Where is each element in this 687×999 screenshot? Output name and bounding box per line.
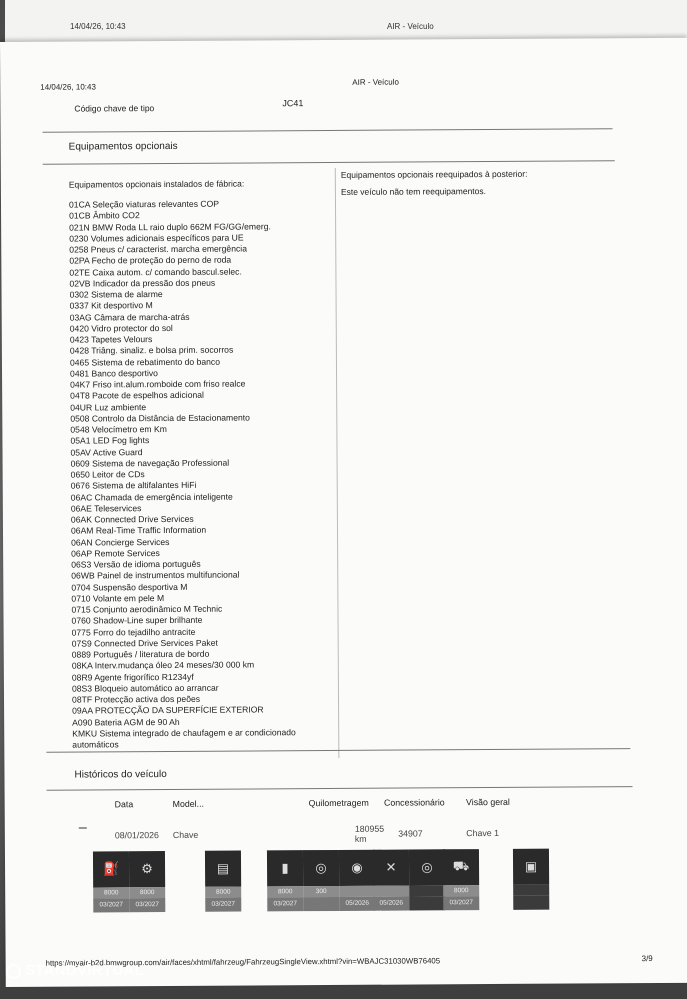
oil-can-icon: ⛽ (93, 851, 129, 887)
row-date: 08/01/2026 (114, 830, 159, 841)
car-lift-icon: ⛟ (443, 849, 479, 885)
divider (43, 160, 615, 164)
equipment-item: 02VB Indicador da pressão dos pneus (69, 277, 216, 289)
equipment-item: 08R9 Agente frigorífico R1234yf (71, 671, 194, 683)
row-dealer: 34907 (398, 828, 423, 839)
service-tile-date: 05/2026 (339, 897, 375, 911)
back-page-datetime: 14/04/26, 10:43 (70, 22, 126, 31)
service-tile-km: 8000 (129, 887, 165, 898)
equipment-item: 06AN Concierge Services (71, 536, 170, 548)
service-tile[interactable] (443, 849, 479, 910)
equipment-item: 06AE Teleservices (70, 502, 142, 514)
equipment-item: 0420 Vidro protector do sol (69, 322, 173, 334)
service-tile[interactable] (129, 851, 165, 912)
service-tile[interactable] (513, 849, 549, 910)
equipment-item: 0548 Velocímetro em Km (70, 423, 167, 435)
equipment-item: 03AG Câmara de marcha-atrás (69, 311, 190, 323)
row-model: Chave (172, 829, 199, 840)
battery-icon: ▮ (267, 850, 303, 886)
equipment-item: 021N BMW Roda LL raio duplo 662M FG/GG/emerg. (69, 220, 271, 233)
equipment-item: 0775 Forro do tejadilho antracite (71, 626, 196, 638)
equipment-item: 0481 Banco desportivo (69, 367, 158, 379)
divider (43, 128, 613, 132)
service-tile-km (339, 886, 375, 897)
service-tile-date: 03/2027 (267, 897, 303, 911)
equipment-item: 07S9 Connected Drive Services Paket (71, 637, 218, 649)
equipment-item: 04UR Luz ambiente (70, 401, 147, 413)
document-page (0, 38, 687, 987)
inspection-icon: ▤ (205, 851, 241, 887)
service-tile-date: 05/2026 (373, 897, 409, 911)
expand-row-toggle[interactable] (79, 827, 87, 828)
watermark-logo-icon (6, 964, 21, 979)
service-tile-date: 03/2027 (205, 898, 241, 912)
equipment-item: 0423 Tapetes Velours (69, 334, 153, 345)
equipment-item: 0609 Sistema de navegação Professional (70, 457, 230, 469)
service-tile[interactable] (339, 850, 375, 911)
service-tile-date: 03/2027 (443, 896, 479, 910)
brake-front-icon: ◎ (303, 850, 339, 886)
service-tile[interactable] (373, 850, 409, 911)
equipment-item: 0302 Sistema de alarme (69, 289, 163, 300)
equipment-item: 08TF Protecção activa dos peões (71, 693, 201, 705)
service-tile[interactable] (205, 851, 241, 912)
brake-rear-icon: ◎ (409, 849, 445, 885)
service-tile-km (373, 886, 409, 897)
service-tile-date (303, 897, 339, 911)
service-tile-date: 03/2027 (93, 898, 129, 912)
service-tile[interactable] (303, 850, 339, 911)
column-divider (335, 168, 340, 758)
equipment-item: 0710 Volante em pele M (71, 592, 165, 604)
tools-icon: ✕ (373, 850, 409, 886)
watermark-text: STANDVIRTUAL (25, 962, 145, 979)
service-tile-km (513, 885, 549, 896)
car-service-icon: ⚙ (129, 851, 165, 887)
service-tile-km: 8000 (93, 887, 129, 898)
service-tile-date: 03/2027 (129, 898, 165, 912)
equipment-item: 06S3 Versão de idioma português (71, 558, 201, 570)
equipment-item: 02PA Fecho de proteção do perno de roda (69, 254, 232, 266)
equipment-item: 0760 Shadow-Line super brilhante (71, 615, 203, 626)
print-title: AIR - Veículo (352, 77, 399, 87)
column-mileage[interactable]: Quilometragem (308, 797, 369, 809)
service-tile[interactable] (409, 849, 445, 910)
back-page-title: AIR - Veículo (387, 22, 434, 31)
print-datetime: 14/04/26, 10:43 (40, 82, 96, 92)
history-table (73, 797, 510, 846)
equipment-item: 0889 Português / literatura de bordo (71, 648, 210, 660)
equipment-item: 0230 Volumes adicionais específicos para UE (69, 232, 244, 244)
service-tile-km: 8000 (443, 885, 479, 896)
factory-equipment-list (69, 198, 334, 751)
factory-equipment-heading: Equipamentos opcionais instalados de fábrica: (68, 178, 245, 190)
equipment-item: 0428 Triâng. sinaliz. e bolsa prim. socorros (69, 344, 234, 356)
history-table-header (73, 797, 510, 826)
type-key-label: Código chave de tipo (74, 103, 155, 114)
service-tile-km: 8000 (205, 887, 241, 898)
service-tile-km (409, 885, 445, 896)
equipment-item: 08S3 Bloqueio automático ao arrancar (71, 682, 219, 694)
page-url: https://myair-b2d.bmwgroup.com/air/faces/xhtml/fahrzeug/FahrzeugSingleView.xhtml?vin=WBAJC31030WB76405 (45, 956, 441, 968)
equipment-item: 05A1 LED Fog lights (70, 435, 150, 446)
brake-fluid-icon: ◉ (339, 850, 375, 886)
divider (47, 786, 633, 791)
equipment-item: KMKU Sistema integrado de chaufagem e ar condicionado automáticos (72, 726, 296, 750)
equipment-item: 0704 Suspensão desportiva M (71, 581, 188, 593)
equipment-item: 09AA PROTECÇÃO DA SUPERFÍCIE EXTERIOR (72, 704, 264, 716)
equipment-item: 04K7 Friso int.alum.romboide com friso realce (70, 378, 246, 390)
equipment-item: 0465 Sistema de rebatimento do banco (69, 356, 220, 368)
equipment-item: 0508 Controlo da Distância de Estacionamento (70, 412, 250, 424)
service-tile-km: 8000 (267, 886, 303, 897)
equipment-item: 0258 Pneus c/ caracterist. marcha emergência (69, 243, 247, 255)
standvirtual-watermark (6, 962, 144, 979)
equipment-item: 06AM Real-Time Traffic Information (70, 524, 207, 536)
equipment-item: 01CB Âmbito CO2 (69, 210, 140, 221)
history-section-title: Históricos do veículo (74, 768, 167, 781)
equipment-item: 06AK Connected Drive Services (70, 513, 194, 525)
column-dealer[interactable]: Concessionário (383, 797, 445, 808)
equipment-item: 0337 Kit desportivo M (69, 300, 153, 311)
equipment-item: 06AP Remote Services (71, 547, 160, 559)
table-row[interactable] (73, 823, 510, 846)
type-key-value: JC41 (282, 98, 304, 109)
equipment-item: 0676 Sistema de altifalantes HiFi (70, 480, 197, 491)
equipment-item: A090 Bateria AGM de 90 Ah (72, 716, 180, 728)
row-overview: Chave 1 (466, 827, 499, 839)
equipment-item: 06WB Painel de instrumentos multifuncional (71, 569, 240, 581)
equipment-item: 01CA Seleção viaturas relevantes COP (68, 198, 220, 210)
equipment-item: 04T8 Pacote de espelhos adicional (70, 390, 204, 401)
retrofit-equipment-text: Este veículo não tem reequipamentos. (340, 186, 487, 197)
column-overview[interactable]: Visão geral (465, 796, 510, 808)
service-tile[interactable] (93, 851, 129, 912)
equipment-item: 0650 Leitor de CDs (70, 469, 145, 480)
equipment-section-title: Equipamentos opcionais (68, 140, 178, 153)
service-tile-km: 300 (303, 886, 339, 897)
service-tile[interactable] (267, 850, 303, 911)
column-date[interactable]: Data (114, 799, 134, 810)
equipment-item: 05AV Active Guard (70, 446, 143, 458)
column-model[interactable]: Model... (172, 798, 204, 809)
vehicle-check-icon: ▣ (513, 849, 549, 885)
row-mileage: 180955 km (354, 823, 385, 844)
equipment-item: 06AC Chamada de emergência inteligente (70, 491, 233, 503)
page-number: 3/9 (641, 954, 653, 964)
retrofit-equipment-heading: Equipamentos opcionais reequipados à posterior: (340, 168, 528, 180)
equipment-item: 02TE Caixa autom. c/ comando bascul.selec. (69, 266, 242, 278)
service-tile-date (513, 896, 549, 910)
service-tile-date (409, 896, 445, 910)
equipment-item: 08KA Interv.mudança óleo 24 meses/30 000 km (71, 659, 255, 671)
equipment-item: 0715 Conjunto aerodinâmico M Technic (71, 603, 223, 615)
